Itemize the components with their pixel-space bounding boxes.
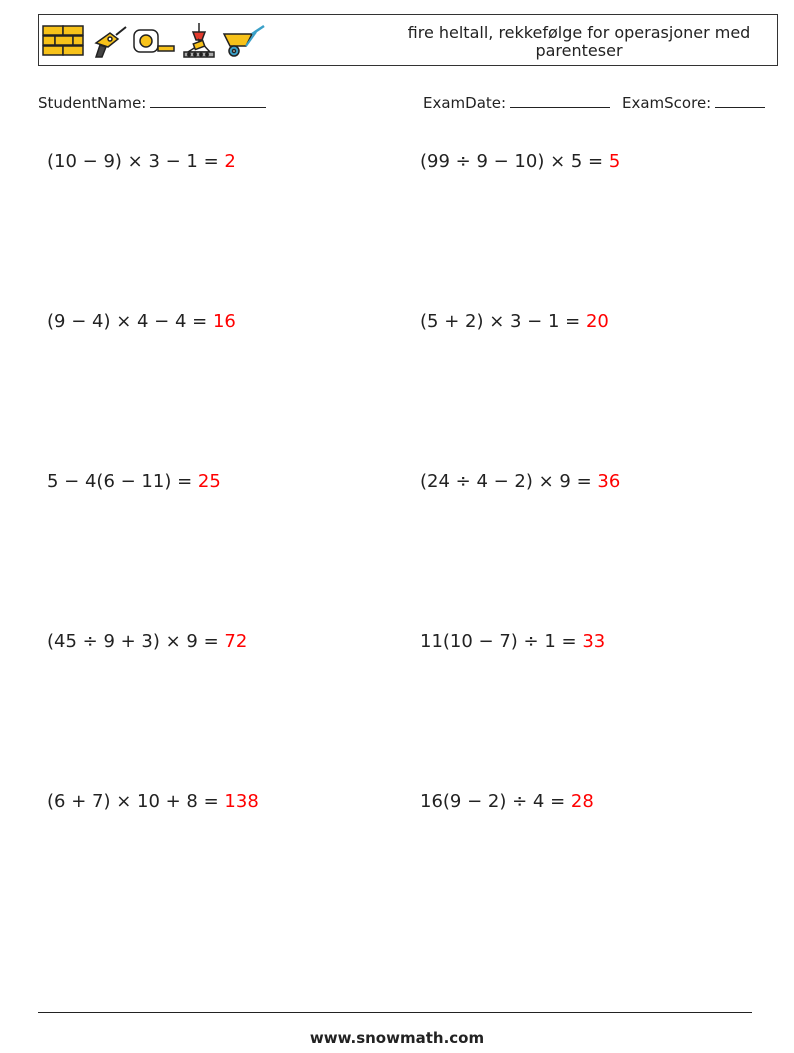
problem-answer: 5	[608, 151, 621, 172]
problem-expression: (45 ÷ 9 + 3) × 9 =	[47, 631, 225, 652]
student-name-label: StudentName:	[38, 94, 147, 112]
problem-8	[420, 631, 605, 652]
exam-date-blank[interactable]	[510, 93, 610, 108]
problem-10	[420, 791, 594, 812]
problem-answer: 28	[570, 791, 594, 812]
problem-expression: (10 − 9) × 3 − 1 =	[47, 151, 225, 172]
problem-expression: (5 + 2) × 3 − 1 =	[420, 311, 586, 332]
worksheet-header	[38, 14, 778, 66]
problem-4	[420, 311, 609, 332]
tape-measure-icon	[132, 26, 176, 56]
problem-1	[47, 151, 236, 172]
exam-score-label: ExamScore:	[622, 94, 712, 112]
problem-expression: 5 − 4(6 − 11) =	[47, 471, 198, 492]
problem-9	[47, 791, 259, 812]
problem-3	[47, 311, 236, 332]
footer-website[interactable]: www.snowmath.com	[309, 1029, 485, 1047]
problem-expression: 16(9 − 2) ÷ 4 =	[420, 791, 571, 812]
problem-expression: (24 ÷ 4 − 2) × 9 =	[420, 471, 598, 492]
problem-expression: (9 − 4) × 4 − 4 =	[47, 311, 213, 332]
student-name-field	[38, 93, 266, 112]
wheelbarrow-icon	[222, 24, 268, 58]
problem-5	[47, 471, 221, 492]
problem-6	[420, 471, 620, 492]
worksheet-title: fire heltall, rekkefølge for operasjoner med parenteser	[407, 23, 751, 60]
problem-expression: 11(10 − 7) ÷ 1 =	[420, 631, 583, 652]
crane-hook-icon	[180, 22, 218, 60]
exam-date-field	[423, 93, 610, 112]
problem-2	[420, 151, 620, 172]
exam-score-blank[interactable]	[715, 93, 765, 108]
problem-expression: (6 + 7) × 10 + 8 =	[47, 791, 225, 812]
icon-row	[42, 21, 268, 61]
student-name-blank[interactable]	[150, 93, 266, 108]
problem-answer: 25	[197, 471, 221, 492]
exam-date-label: ExamDate:	[423, 94, 507, 112]
exam-score-field	[622, 93, 765, 112]
problem-answer: 36	[597, 471, 621, 492]
problem-7	[47, 631, 247, 652]
problem-answer: 2	[224, 151, 236, 172]
problem-expression: (99 ÷ 9 − 10) × 5 =	[420, 151, 609, 172]
brick-wall-icon	[42, 24, 84, 58]
problem-answer: 138	[224, 791, 259, 812]
problem-answer: 72	[224, 631, 248, 652]
drill-icon	[88, 23, 128, 59]
problem-answer: 16	[212, 311, 236, 332]
footer-divider	[38, 1012, 752, 1013]
problem-answer: 20	[585, 311, 609, 332]
problem-answer: 33	[582, 631, 606, 652]
